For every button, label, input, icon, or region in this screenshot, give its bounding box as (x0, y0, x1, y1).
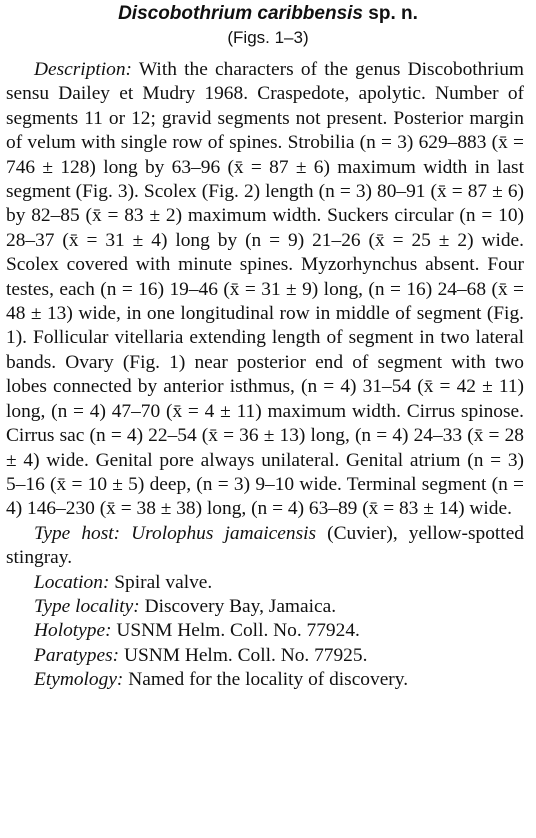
holotype-value: USNM Helm. Coll. No. 77924. (111, 620, 360, 642)
etymology-line (6, 668, 524, 692)
holotype-line (6, 619, 524, 643)
location-line (6, 571, 524, 595)
holotype-label: Holotype: (34, 620, 112, 642)
etymology-value: Named for the locality of discovery. (123, 669, 409, 691)
paratypes-line (6, 644, 524, 668)
paratypes-label: Paratypes: (34, 644, 120, 666)
etymology-label: Etymology: (34, 669, 124, 691)
location-label: Location: (34, 571, 110, 593)
species-suffix: sp. n. (363, 3, 418, 24)
type-host-rest: (Cuvier), yellow-spotted stingray. (6, 522, 524, 569)
paratypes-value: USNM Helm. Coll. No. 77925. (119, 644, 368, 666)
type-locality-value: Discovery Bay, Jamaica. (139, 595, 337, 617)
description-label: Description: (34, 59, 133, 80)
description-paragraph (6, 58, 524, 522)
type-host-paragraph (6, 522, 524, 571)
type-host-label: Type host: (34, 522, 121, 544)
figure-reference: (Figs. 1–3) (227, 28, 309, 47)
type-locality-line (6, 595, 524, 619)
location-value: Spiral valve. (109, 571, 213, 593)
species-title (0, 2, 536, 26)
species-body (6, 58, 524, 693)
type-host-species: Urolophus jamaicensis (120, 522, 317, 544)
species-name: Discobothrium caribbensis (118, 3, 364, 24)
type-locality-label: Type locality: (34, 595, 140, 617)
description-text: With the characters of the genus Discobothrium sensu Dailey et Mudry 1968. Craspedote, apolytic. Number of segments 11 or 12; gravid segments not present. Posterior margin of velum with single row of spines. Strobilia (n = 3) 629–883 (x̄ = 746 ± 128) long by 63–96 (x̄ = 87 ± 6) maximum width in last segment (Fig. 3). Scolex (Fig. 2) length (n = 3) 80–91 (x̄ = 87 ± 6) by 82–85 (x̄ = 83 ± 2) maximum width. Suckers circular (n = 10) 28–37 (x̄ = 31 ± 4) long by (n = 9) 21–26 (x̄ = 25 ± 2) wide. Scolex covered with minute spines. Myzorhynchus absent. Four testes, each (n = 16) 19–46 (x̄ = 31 ± 9) long, (n = 16) 24–68 (x̄ = 48 ± 13) wide, in one longitudinal row in middle of segment (Fig. 1). Follicular vitellaria extending length of segment in two lateral bands. Ovary (Fig. 1) near posterior end of segment with two lobes connected by anterior isthmus, (n = 4) 31–54 (x̄ = 42 ± 11) long, (n = 4) 47–70 (x̄ = 4 ± 11) maximum width. Cirrus spinose. Cirrus sac (n = 4) 22–54 (x̄ = 36 ± 13) long, (n = 4) 24–33 (x̄ = 28 ± 4) wide. Genital pore always unilateral. Genital atrium (n = 3) 5–16 (x̄ = 10 ± 5) deep, (n = 3) 9–10 wide. Terminal segment (n = 4) 146–230 (x̄ = 38 ± 38) long, (n = 4) 63–89 (x̄ = 83 ± 14) wide. (6, 59, 524, 520)
